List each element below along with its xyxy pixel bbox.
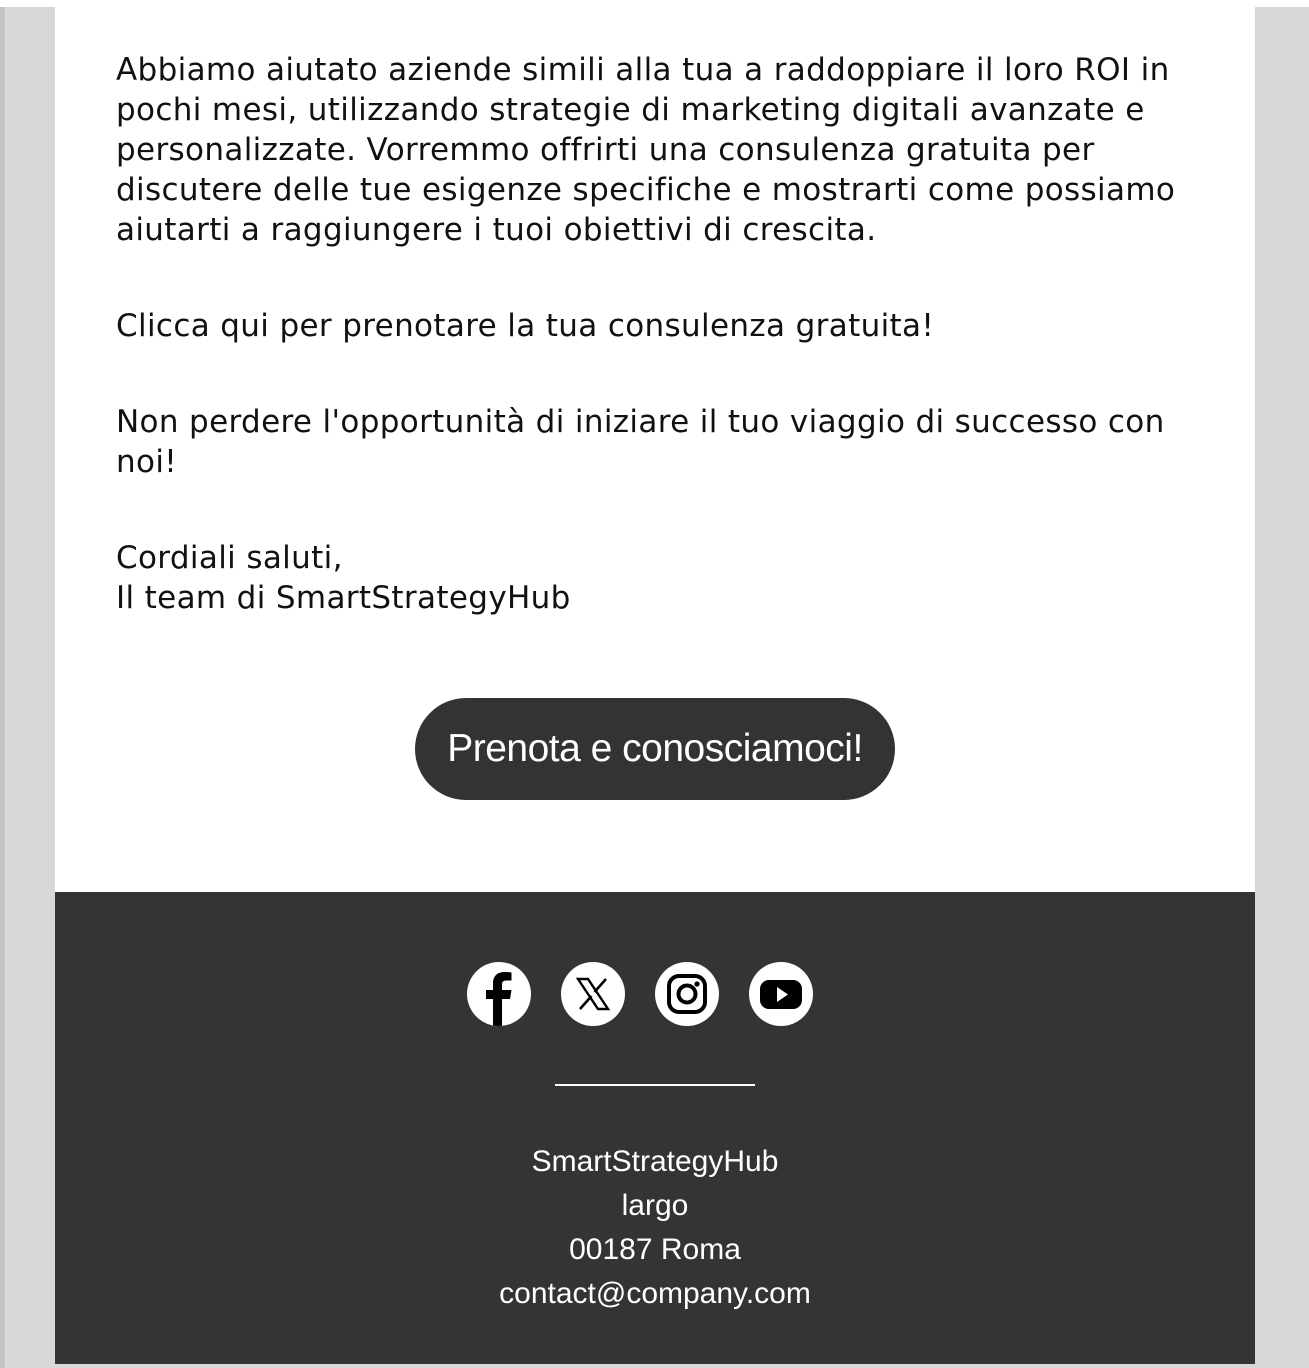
social-links bbox=[467, 962, 813, 1026]
x-link[interactable] bbox=[561, 962, 625, 1026]
email-body bbox=[116, 50, 1196, 618]
signature: Il team di SmartStrategyHub bbox=[116, 580, 571, 616]
facebook-link[interactable] bbox=[467, 962, 531, 1026]
closing-paragraph: Non perdere l'opportunità di iniziare il tuo viaggio di successo con noi! bbox=[116, 404, 1165, 480]
window-left-edge bbox=[0, 0, 5, 1368]
company-address bbox=[55, 1140, 1255, 1316]
signoff bbox=[116, 538, 1196, 618]
company-name: SmartStrategyHub bbox=[531, 1145, 779, 1178]
greeting: Cordiali saluti, bbox=[116, 540, 343, 576]
instagram-icon bbox=[655, 962, 719, 1026]
instagram-link[interactable] bbox=[655, 962, 719, 1026]
booking-prompt: Clicca qui per prenotare la tua consulenza gratuita! bbox=[116, 308, 935, 344]
x-icon bbox=[561, 962, 625, 1026]
email-footer bbox=[55, 892, 1255, 1364]
address-street: largo bbox=[621, 1189, 689, 1222]
youtube-icon bbox=[749, 962, 813, 1026]
email-container bbox=[55, 0, 1255, 1364]
footer-divider bbox=[555, 1084, 755, 1086]
intro-paragraph: Abbiamo aiutato aziende simili alla tua a raddoppiare il loro ROI in pochi mesi, utilizzando strategie di marketing digitali avanzate e personalizzate. Vorremmo offrirti una consulenza gratuita per discutere delle tue esigenze specifiche e mostrarti come possiamo aiutarti a raggiungere i tuoi obiettivi di crescita. bbox=[116, 52, 1176, 248]
contact-email-link[interactable]: contact@company.com bbox=[499, 1277, 811, 1310]
youtube-link[interactable] bbox=[749, 962, 813, 1026]
address-city: 00187 Roma bbox=[569, 1233, 741, 1266]
book-consultation-button[interactable]: Prenota e conosciamoci! bbox=[415, 698, 895, 800]
facebook-icon bbox=[467, 962, 531, 1026]
